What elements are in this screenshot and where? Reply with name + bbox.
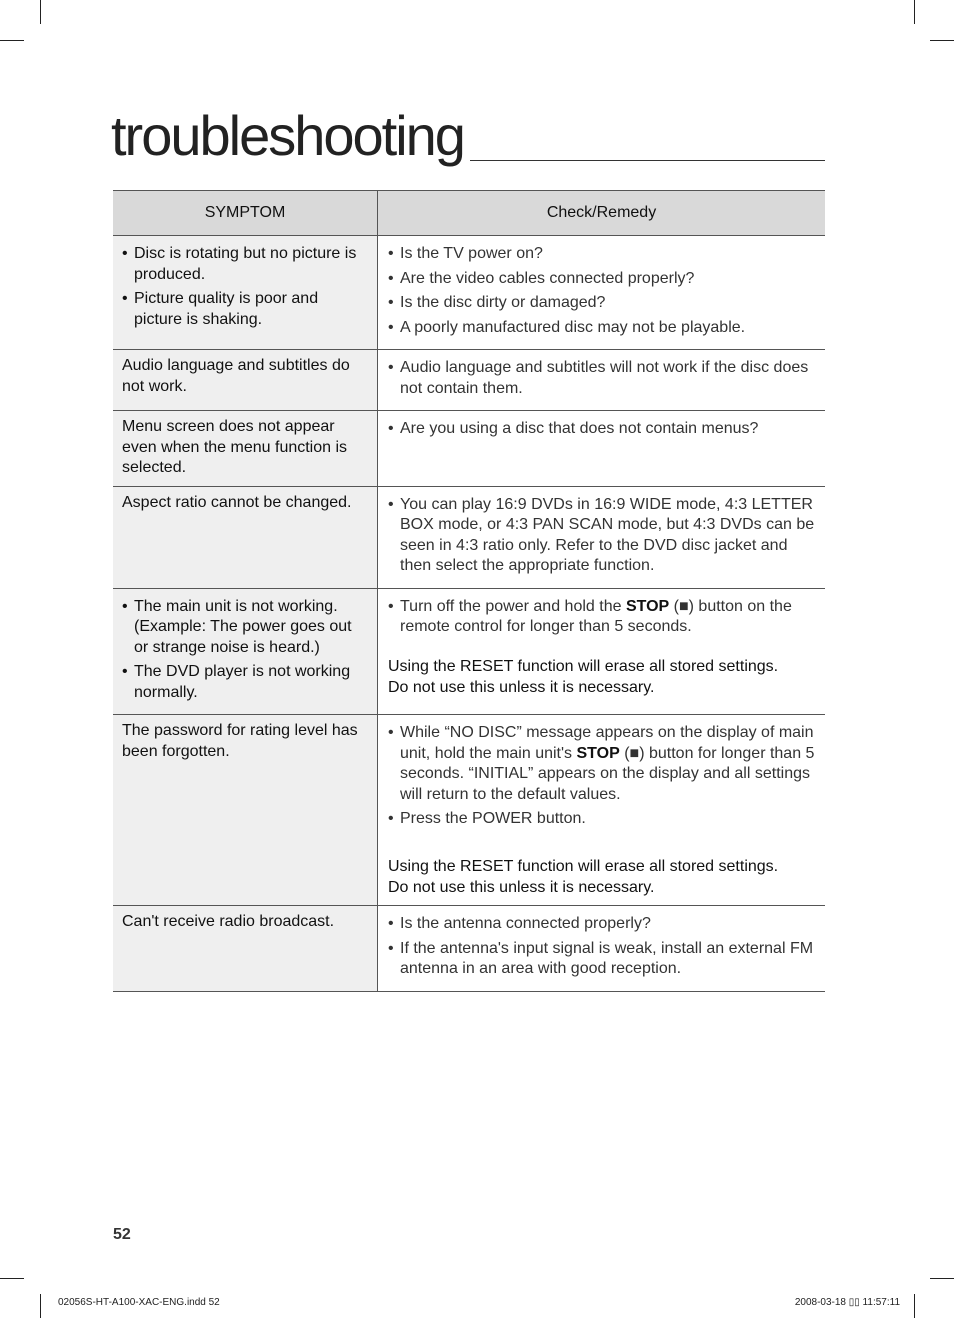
symptom-cell: Audio language and subtitles do not work. — [113, 350, 378, 411]
table-row — [113, 906, 825, 992]
crop-mark — [914, 0, 915, 24]
list-item: • Is the TV power on? — [388, 245, 543, 262]
list-item: • If the antenna's input signal is weak, install an external FM antenna in an area with good reception. — [388, 939, 814, 977]
table-row — [113, 236, 825, 350]
table-row — [113, 411, 825, 487]
page-number: 52 — [113, 1226, 131, 1243]
list-item: • Audio language and subtitles will not work if the disc does not contain them. — [388, 359, 809, 397]
list-item: • Press the POWER button. — [388, 810, 586, 827]
table-row — [113, 715, 825, 906]
list-item: • Turn off the power and hold the STOP (■) button on the remote control for longer than 5 seconds. — [388, 597, 792, 635]
list-item: • Are you using a disc that does not contain menus? — [388, 420, 759, 437]
list-item: • Disc is rotating but no picture is produced. — [122, 245, 357, 283]
crop-mark — [930, 40, 954, 41]
reset-warning-note: Using the RESET function will erase all stored settings. Do not use this unless it is necessary. — [388, 857, 779, 896]
list-item: • The main unit is not working. (Example: The power goes out or strange noise is heard.) — [122, 597, 352, 656]
list-item: • Is the disc dirty or damaged? — [388, 294, 606, 311]
crop-mark — [40, 1294, 41, 1318]
page-title: troubleshooting — [111, 108, 470, 164]
remedy-cell — [378, 486, 826, 588]
crop-mark — [914, 1294, 915, 1318]
stop-button-label: STOP — [625, 597, 670, 615]
table-row — [113, 588, 825, 715]
troubleshooting-table — [113, 190, 825, 992]
list-item: • A poorly manufactured disc may not be playable. — [388, 318, 746, 336]
list-item: • While “NO DISC” message appears on the display of main unit, hold the main unit's STOP (■) button for longer than 5 seconds. “INITIAL” appears on the display and all settings will return to the default values. — [388, 724, 815, 803]
title-rule — [111, 100, 825, 167]
crop-mark — [0, 40, 24, 41]
crop-mark — [0, 1278, 24, 1279]
remedy-cell — [378, 588, 826, 715]
symptom-cell: Menu screen does not appear even when the menu function is selected. — [113, 411, 378, 487]
crop-mark — [40, 0, 41, 24]
remedy-header: Check/Remedy — [378, 191, 826, 236]
remedy-cell — [378, 906, 826, 992]
remedy-cell — [378, 350, 826, 411]
table-row — [113, 486, 825, 588]
stop-button-label: STOP — [576, 744, 620, 762]
list-item: • Are the video cables connected properly? — [388, 269, 695, 287]
list-item: • The DVD player is not working normally. — [122, 663, 351, 701]
footer-timestamp: 2008-03-18 ▯▯ 11:57:11 — [794, 1297, 900, 1308]
remedy-cell — [378, 715, 826, 906]
symptom-cell: Aspect ratio cannot be changed. — [113, 486, 378, 588]
remedy-cell — [378, 411, 826, 487]
table-header-row — [113, 191, 825, 236]
symptom-header: SYMPTOM — [113, 191, 378, 236]
list-item: • Picture quality is poor and picture is shaking. — [122, 290, 319, 328]
symptom-cell — [113, 236, 378, 350]
list-item: • You can play 16:9 DVDs in 16:9 WIDE mode, 4:3 LETTER BOX mode, or 4:3 PAN SCAN mode, but 4:3 DVDs can be seen in 4:3 ratio only. Refer to the DVD disc jacket and then select the appropriate function. — [388, 495, 815, 574]
crop-mark — [930, 1278, 954, 1279]
symptom-cell: The password for rating level has been forgotten. — [113, 715, 378, 906]
list-item: • Is the antenna connected properly? — [388, 915, 651, 932]
footer-file-info: 02056S-HT-A100-XAC-ENG.indd 52 — [58, 1297, 220, 1308]
table-row — [113, 350, 825, 411]
symptom-cell — [113, 588, 378, 715]
remedy-cell — [378, 236, 826, 350]
symptom-cell: Can't receive radio broadcast. — [113, 906, 378, 992]
reset-warning-note: Using the RESET function will erase all stored settings. Do not use this unless it is necessary. — [388, 657, 779, 696]
